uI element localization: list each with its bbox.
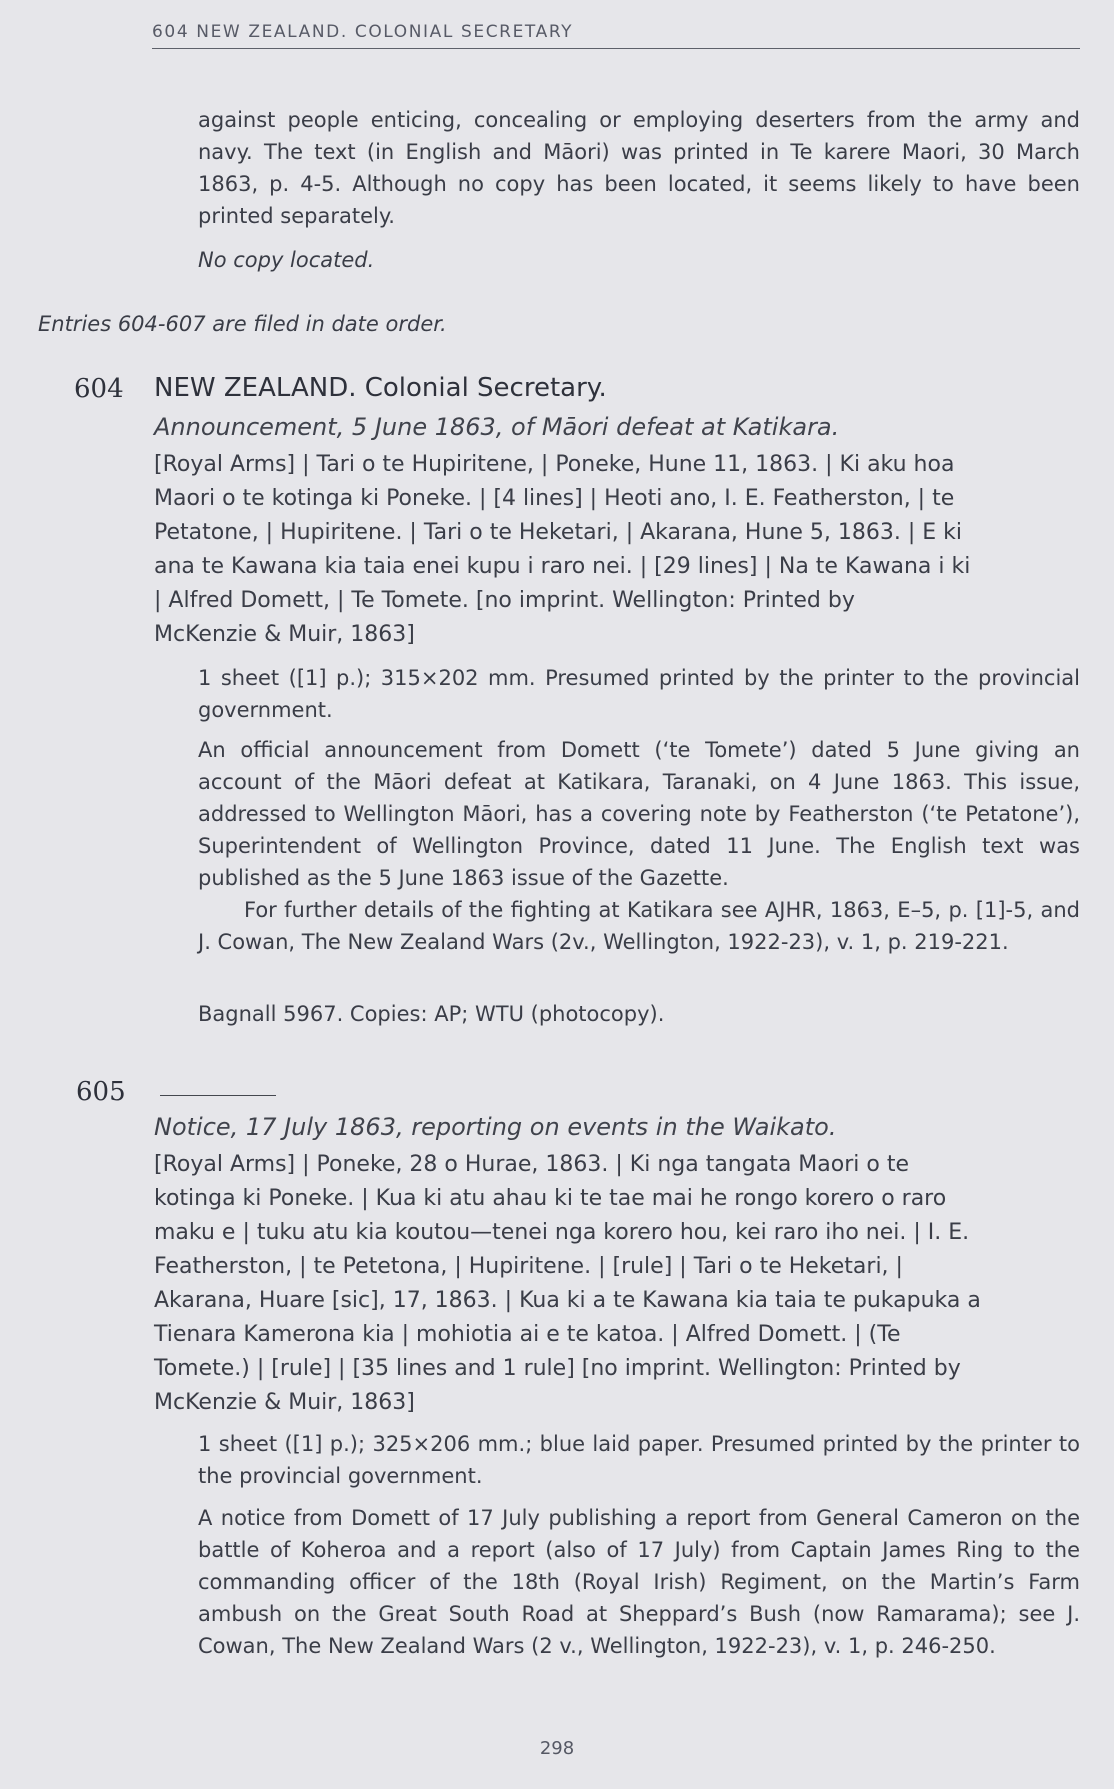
collation-604: 1 sheet ([1] p.); 315×202 mm. Presumed printed by the printer to the provincial government.: [198, 666, 1080, 722]
note-604-a: An official announcement from Domett (‘te Tomete’) dated 5 June giving an account of the Māori defeat at Katikara, Taranaki, on 4 June 1863. This issue, addressed to Wellington Māori, has a covering note by Featherston (‘te Petatone’), Superintendent of Wellington Province, dated 11 June. The English text was published as the 5 June 1863 issue of the Gazette.: [198, 738, 1080, 890]
entry-heading-604: NEW ZEALAND. Colonial Secretary.: [154, 373, 607, 403]
references-604: Bagnall 5967. Copies: AP; WTU (photocopy).: [198, 1002, 665, 1026]
continuation-text: against people enticing, concealing or employing deserters from the army and navy. The text (in English and Māori) was printed in Te karere Maori, 30 March 1863, p. 4-5. Although no copy has been located, it seems likely to have been printed separately.: [198, 108, 1080, 228]
note-605-a: A notice from Domett of 17 July publishing a report from General Cameron on the battle of Koheroa and a report (also of 17 July) from Captain James Ring to the commanding officer of the 18th (Royal Irish) Regiment, on the Martin’s Farm ambush on the Great South Road at Sheppard’s Bush (now Ramarama); see J. Cowan, The New Zealand Wars (2 v., Wellington, 1922-23), v. 1, p. 246-250.: [198, 1506, 1080, 1658]
collation-605: 1 sheet ([1] p.); 325×206 mm.; blue laid paper. Presumed printed by the printer to the provincial government.: [198, 1432, 1080, 1488]
filing-note: Entries 604-607 are filed in date order.: [38, 312, 447, 336]
entry-title-604: Announcement, 5 June 1863, of Māori defeat at Katikara.: [154, 413, 840, 441]
entry-title-605: Notice, 17 July 1863, reporting on events in the Waikato.: [154, 1113, 837, 1141]
transcription-605: [Royal Arms] | Poneke, 28 o Hurae, 1863. | Ki nga tangata Maori o te kotinga ki Poneke. | Kua ki atu ahau ki te tae mai he rongo korero o raro maku e | tuku atu kia koutou—tenei nga korero hou, kei raro iho nei. | I. E. Featherston, | te Petetona, | Hupiritene. | [rule] | Tari o te Heketari, | Akarana, Huare [sic], 17, 1863. | Kua ki a te Kawana kia taia te pukapuka a Tienara Kamerona kia | mohiotia ai e te katoa. | Alfred Domett. | (Te Tomete.) | [rule] | [35 lines and 1 rule] [no imprint. Wellington: Printed by McKenzie & Muir, 1863]: [154, 1152, 981, 1415]
note-604-b: For further details of the fighting at Katikara see AJHR, 1863, E–5, p. [1]-5, and J. Cowan, The New Zealand Wars (2v., Wellington, 1922-23), v. 1, p. 219-221.: [198, 898, 1080, 954]
no-copy-note: No copy located.: [198, 248, 375, 272]
running-head: 604 NEW ZEALAND. COLONIAL SECRETARY: [152, 22, 1080, 49]
ditto-rule: [160, 1095, 276, 1096]
entry-number-604: 604: [74, 374, 124, 404]
transcription-604: [Royal Arms] | Tari o te Hupiritene, | Poneke, Hune 11, 1863. | Ki aku hoa Maori o te kotinga ki Poneke. | [4 lines] | Heoti ano, I. E. Featherston, | te Petatone, | Hupiritene. | Tari o te Heketari, | Akarana, Hune 5, 1863. | E ki ana te Kawana kia taia enei kupu i raro nei. | [29 lines] | Na te Kawana i ki | Alfred Domett, | Te Tomete. [no imprint. Wellington: Printed by McKenzie & Muir, 1863]: [154, 452, 971, 647]
entry-number-605: 605: [76, 1077, 126, 1107]
page-number: 298: [539, 1738, 575, 1759]
